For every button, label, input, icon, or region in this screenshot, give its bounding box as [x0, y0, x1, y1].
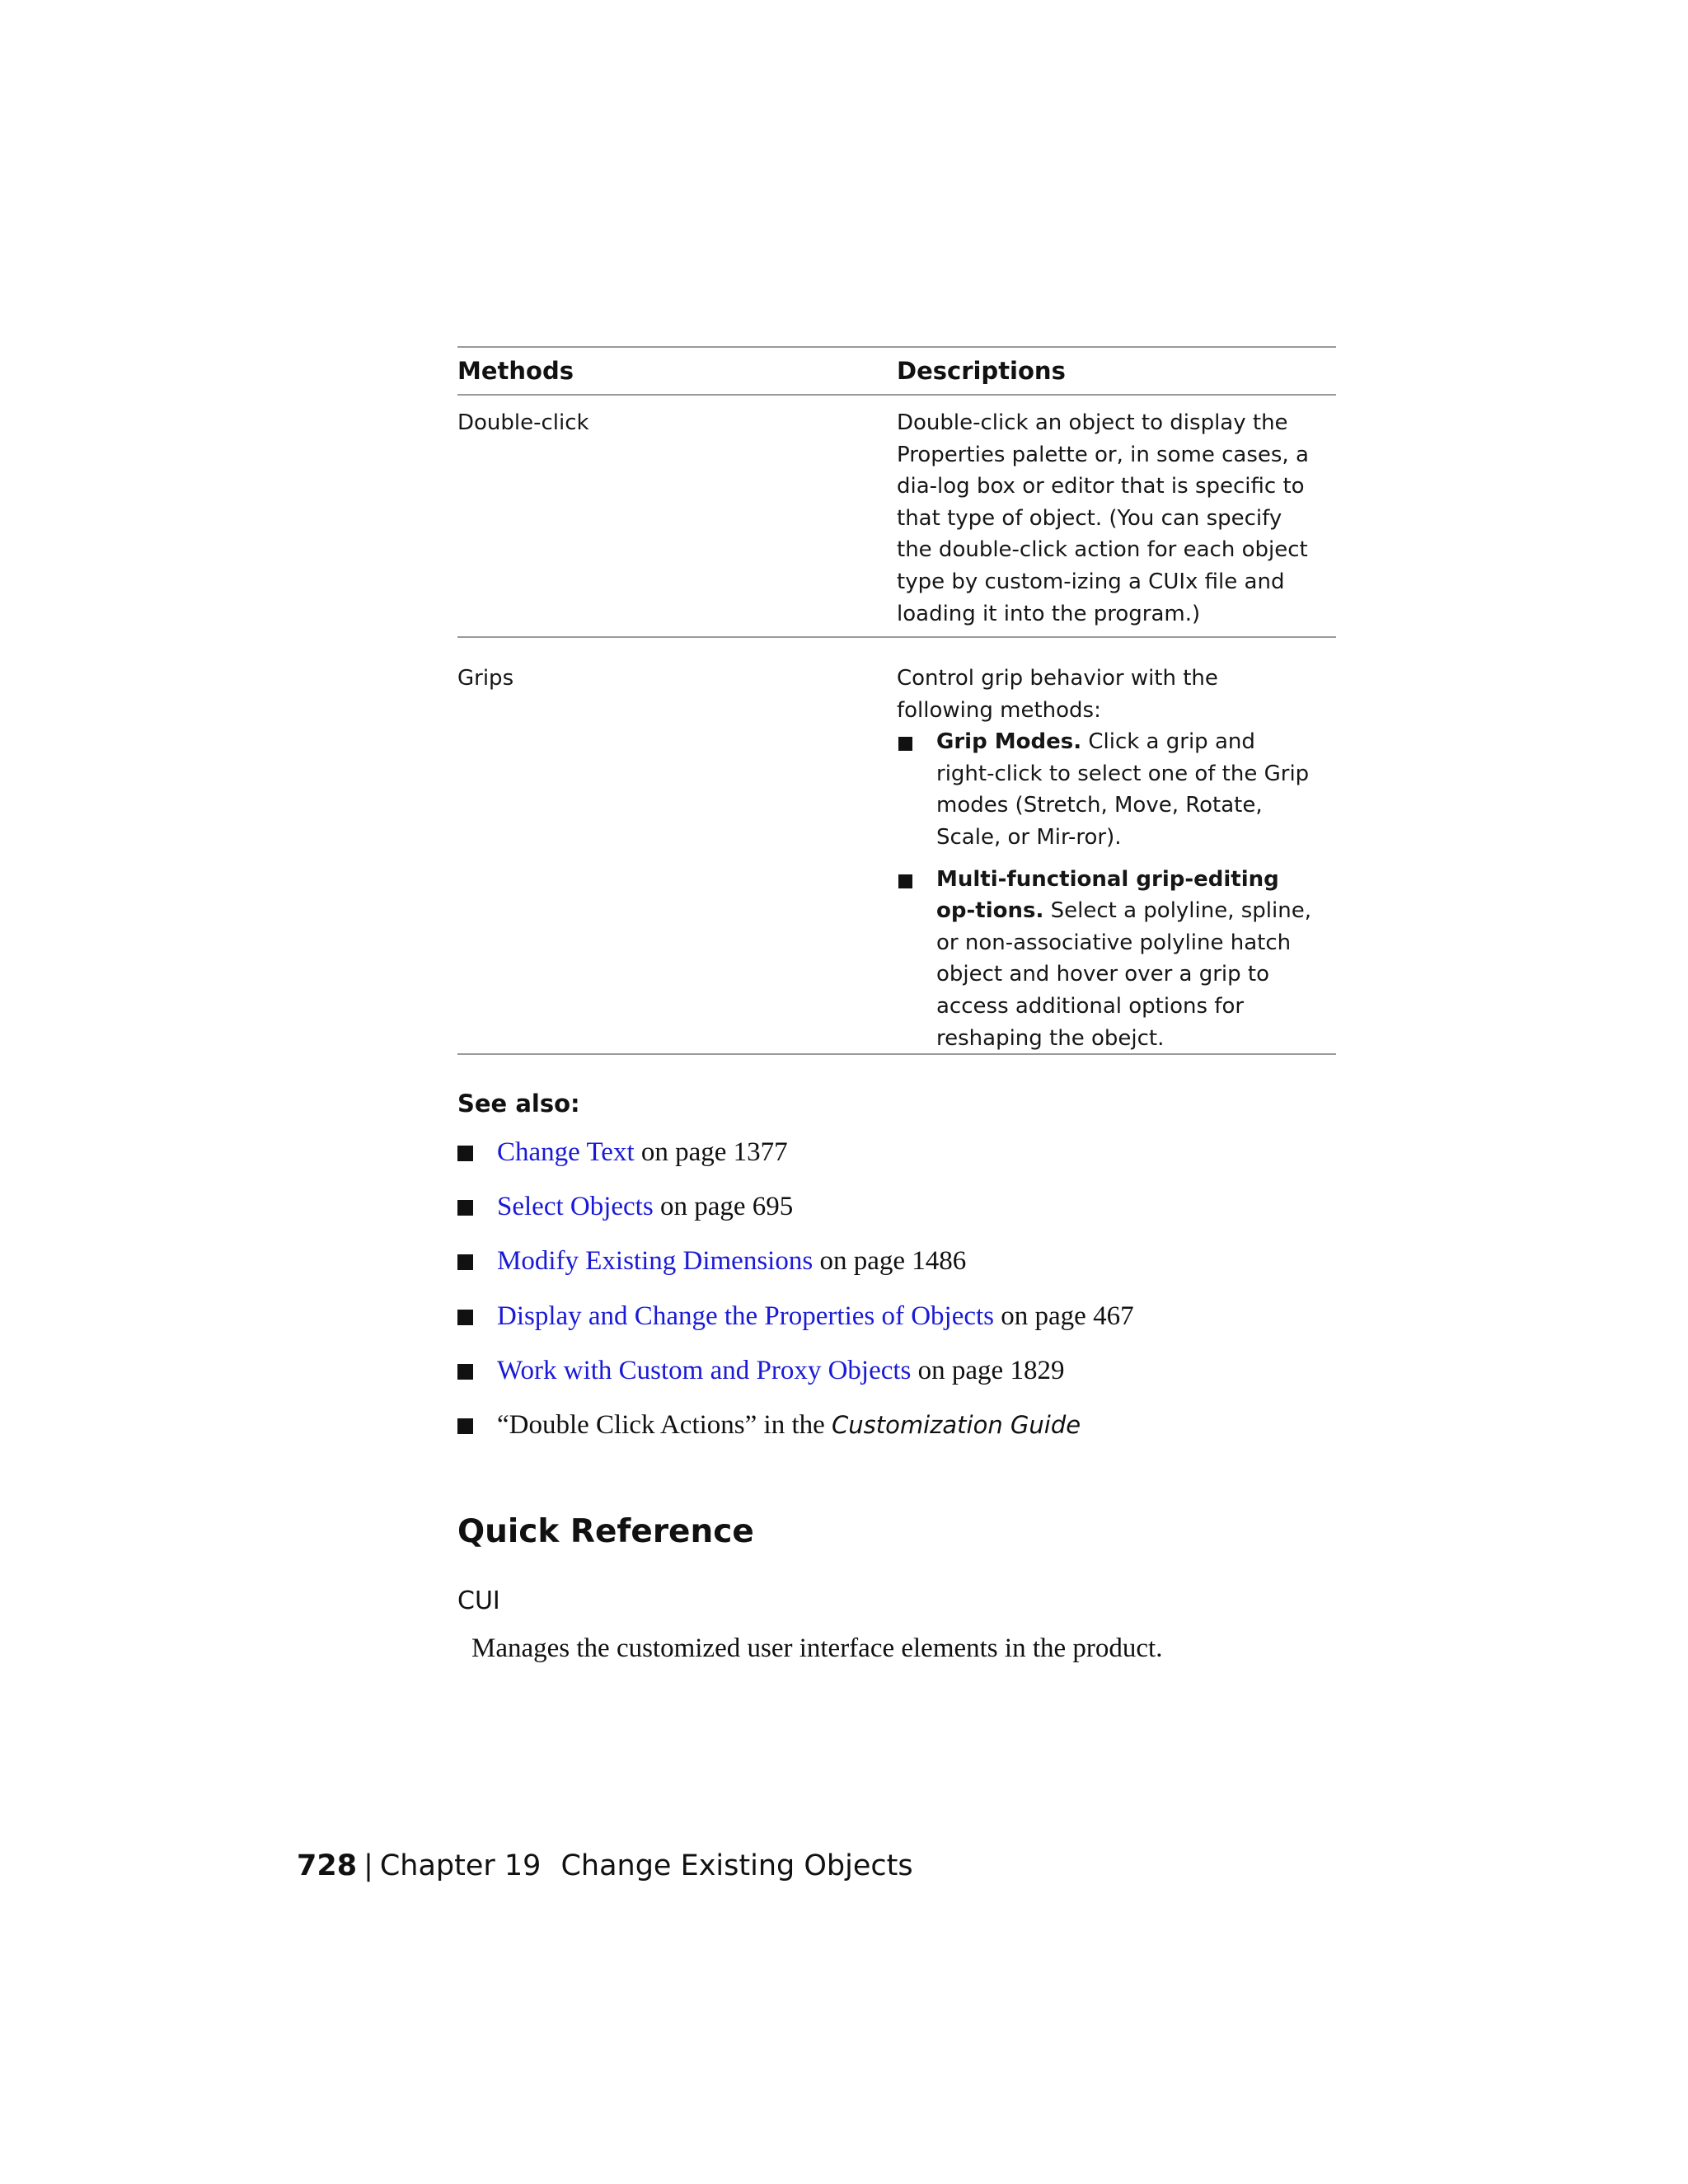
footer-separator: | — [363, 1849, 373, 1882]
page-reference: on page 1377 — [634, 1137, 788, 1167]
page-reference: on page 1486 — [813, 1246, 967, 1277]
see-also-link[interactable]: Modify Existing Dimensions — [497, 1246, 814, 1277]
see-also-item — [457, 1244, 1134, 1299]
description-cell — [897, 407, 1336, 636]
see-also-list — [457, 1136, 1134, 1463]
bullet-square-icon — [457, 1364, 473, 1380]
methods-table — [457, 346, 1336, 1055]
bullet-square-icon — [457, 1146, 473, 1161]
see-also-item — [457, 1354, 1134, 1408]
bullet-square-icon — [457, 1200, 473, 1216]
header-descriptions: Descriptions — [897, 357, 1066, 385]
page-reference: on page 1829 — [911, 1355, 1065, 1385]
bullet-bold-label: Multi-functional grip-editing op-tions. — [936, 866, 1279, 924]
guide-reference-prefix: “Double Click Actions” in the — [497, 1409, 832, 1440]
see-also-link[interactable]: Work with Custom and Proxy Objects — [497, 1355, 912, 1385]
table-row — [457, 396, 1336, 636]
list-item — [897, 726, 1317, 853]
chapter-title: Change Existing Objects — [560, 1849, 913, 1882]
see-also-heading: See also: — [457, 1090, 580, 1118]
description-cell — [897, 663, 1336, 1053]
bullet-text: Click a grip and right-click to select one of the Grip modes (Stretch, Move, Rotate, Scale, or Mir-ror). — [936, 729, 1310, 850]
bullet-square-icon — [457, 1418, 473, 1434]
method-cell: Double-click — [457, 410, 589, 435]
table-header-row — [457, 348, 1336, 394]
page-reference: on page 695 — [653, 1192, 794, 1222]
description-text: Control grip behavior with the following methods: — [897, 666, 1218, 723]
bullet-text: Select a polyline, spline, or non-associative polyline hatch object and hover over a grip to access additional options for reshaping the obejct. — [936, 898, 1311, 1051]
bullet-square-icon — [457, 1310, 473, 1325]
header-methods: Methods — [457, 357, 574, 385]
page-footer — [297, 1849, 913, 1882]
bullet-square-icon — [457, 1254, 473, 1270]
chapter-label: Chapter 19 — [379, 1849, 542, 1882]
see-also-link[interactable]: Display and Change the Properties of Objects — [497, 1301, 995, 1331]
table-row — [457, 638, 1336, 1053]
bullet-bold-label: Grip Modes. — [936, 729, 1082, 755]
page-reference: on page 467 — [994, 1301, 1134, 1331]
bullet-square-icon — [898, 874, 912, 888]
description-text: Double-click an object to display the Properties palette or, in some cases, a dia-log box or editor that is specific to that type of object. (You can specify the double-click action for each object type by custom-izing a CUIx file and loading it into the program.) — [897, 410, 1309, 626]
command-description: Manages the customized user interface elements in the product. — [471, 1633, 1163, 1663]
command-name: CUI — [457, 1586, 500, 1615]
see-also-link[interactable]: Change Text — [497, 1137, 635, 1167]
see-also-item — [457, 1300, 1134, 1354]
list-item — [897, 864, 1317, 1055]
quick-reference-heading: Quick Reference — [457, 1513, 754, 1550]
bullet-square-icon — [898, 737, 912, 751]
method-cell: Grips — [457, 666, 514, 691]
see-also-link[interactable]: Select Objects — [497, 1192, 654, 1222]
see-also-item — [457, 1136, 1134, 1190]
see-also-item — [457, 1408, 1134, 1463]
guide-title: Customization Guide — [832, 1410, 1081, 1439]
page-number: 728 — [297, 1849, 358, 1882]
see-also-item — [457, 1190, 1134, 1244]
grip-methods-list — [897, 726, 1317, 1054]
